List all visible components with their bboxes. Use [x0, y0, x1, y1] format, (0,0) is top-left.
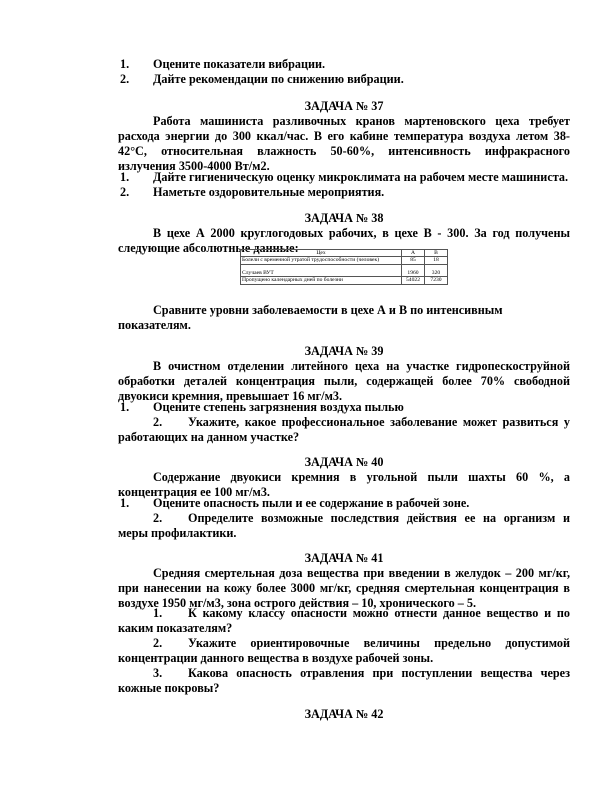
task-title: ЗАДАЧА № 39: [304, 344, 384, 358]
item-number: 2.: [153, 511, 163, 525]
table-header-cell: В: [425, 250, 448, 257]
item-number: 3.: [153, 666, 163, 680]
list-item: [118, 415, 570, 445]
item-text: Оцените показатели вибрации.: [153, 57, 326, 71]
table-cell: 7230: [425, 277, 448, 284]
list-item: [120, 185, 573, 200]
item-text: Дайте гигиеническую оценку микроклимата на рабочем месте машиниста.: [153, 170, 569, 184]
item-text: Какова опасность отравления при поступлении вещества через кожные покровы?: [118, 666, 570, 695]
item-text: Укажите ориентировочные величины предельно допустимой концентрации данного вещества в воздухе рабочей зоны.: [118, 636, 570, 665]
task-title: ЗАДАЧА № 41: [304, 551, 384, 565]
item-number: 1.: [120, 496, 130, 510]
item-number: 2.: [153, 415, 163, 429]
item-number: 1.: [120, 400, 130, 414]
list-item: [118, 511, 570, 541]
list-item: [118, 666, 570, 696]
list-item: [120, 170, 573, 185]
table-cell: 320: [425, 264, 448, 276]
item-text: Оцените опасность пыли и ее содержание в рабочей зоне.: [153, 496, 470, 510]
table-header-cell: А: [402, 250, 425, 257]
table-cell: 1960: [402, 264, 425, 276]
item-text: [118, 415, 570, 444]
list-item: [120, 57, 573, 72]
list-item: [118, 636, 570, 666]
list-item: [120, 72, 573, 87]
table-cell: 18: [425, 257, 448, 264]
item-text: Наметьте оздоровительные мероприятия.: [153, 185, 385, 199]
table-cell: 85: [402, 257, 425, 264]
item-number: 1.: [120, 57, 130, 71]
table-row: [241, 264, 448, 276]
item-text: Определите возможные последствия действия ее на организм и меры профилактики.: [118, 511, 570, 540]
item-number: 1.: [153, 606, 163, 620]
item-text: К какому классу опасности можно отнести данное вещество и по каким показателям?: [118, 606, 570, 635]
task-title: ЗАДАЧА № 40: [304, 455, 384, 469]
item-number: 2.: [120, 185, 130, 199]
task-body: В очистном отделении литейного цеха на участке гидропескоструйной обработки деталей концентрация пыли, содержащей более 70% свободной двуокиси кремния, превышает 16 мг/м3.: [118, 359, 570, 403]
task-title: ЗАДАЧА № 37: [304, 99, 384, 113]
task-title: ЗАДАЧА № 38: [304, 211, 384, 225]
list-item: [120, 400, 573, 415]
task-body: Работа машиниста разливочных кранов мартеновского цеха требует расхода энергии до 300 ккал/час. В его кабине температура воздуха летом 38-42°С, относительная влажность 50-60%, интенсивность инфракрасного излучения 3500-4000 Вт/м2.: [118, 114, 570, 173]
list-item: [118, 606, 570, 636]
task-body: Средняя смертельная доза вещества при введении в желудок – 200 мг/кг, при нанесении на кожу более 3000 мг/кг, средняя смертельная концентрация в воздухе 1950 мг/м3, зона острого действия – 10, хронического – 5.: [118, 566, 570, 610]
task-body: В цехе А 2000 круглогодовых рабочих, в цехе В - 300. За год получены следующие абсолютные данные:: [118, 226, 570, 255]
data-table: [240, 249, 448, 285]
item-text: Дайте рекомендации по снижению вибрации.: [153, 72, 404, 86]
table-cell: 54022: [402, 277, 425, 284]
list-item: [120, 496, 573, 511]
table-header-cell: Цех: [241, 250, 402, 257]
item-text-content: Укажите, какое профессиональное заболевание может развиться у работающих на данном участке?: [118, 415, 570, 444]
table-cell: Случаев ВУТ: [241, 264, 402, 276]
item-number: 1.: [120, 170, 130, 184]
table-header-row: [241, 250, 448, 257]
task-title: ЗАДАЧА № 42: [304, 707, 384, 721]
table-cell: Болели с временной утратой трудоспособности (человек): [241, 257, 402, 264]
item-text: Оцените степень загрязнения воздуха пылью: [153, 400, 404, 414]
task-question: Сравните уровни заболеваемости в цехе А и В по интенсивным показателям.: [118, 303, 503, 332]
table-cell: Пропущено календарных дней по болезни: [241, 277, 402, 284]
task-body: Содержание двуокиси кремния в угольной пыли шахты 60 %, а концентрация ее 100 мг/м3.: [118, 470, 570, 499]
table-row: [241, 257, 448, 264]
table-row: [241, 277, 448, 284]
item-number: 2.: [153, 636, 163, 650]
item-number: 2.: [120, 72, 130, 86]
